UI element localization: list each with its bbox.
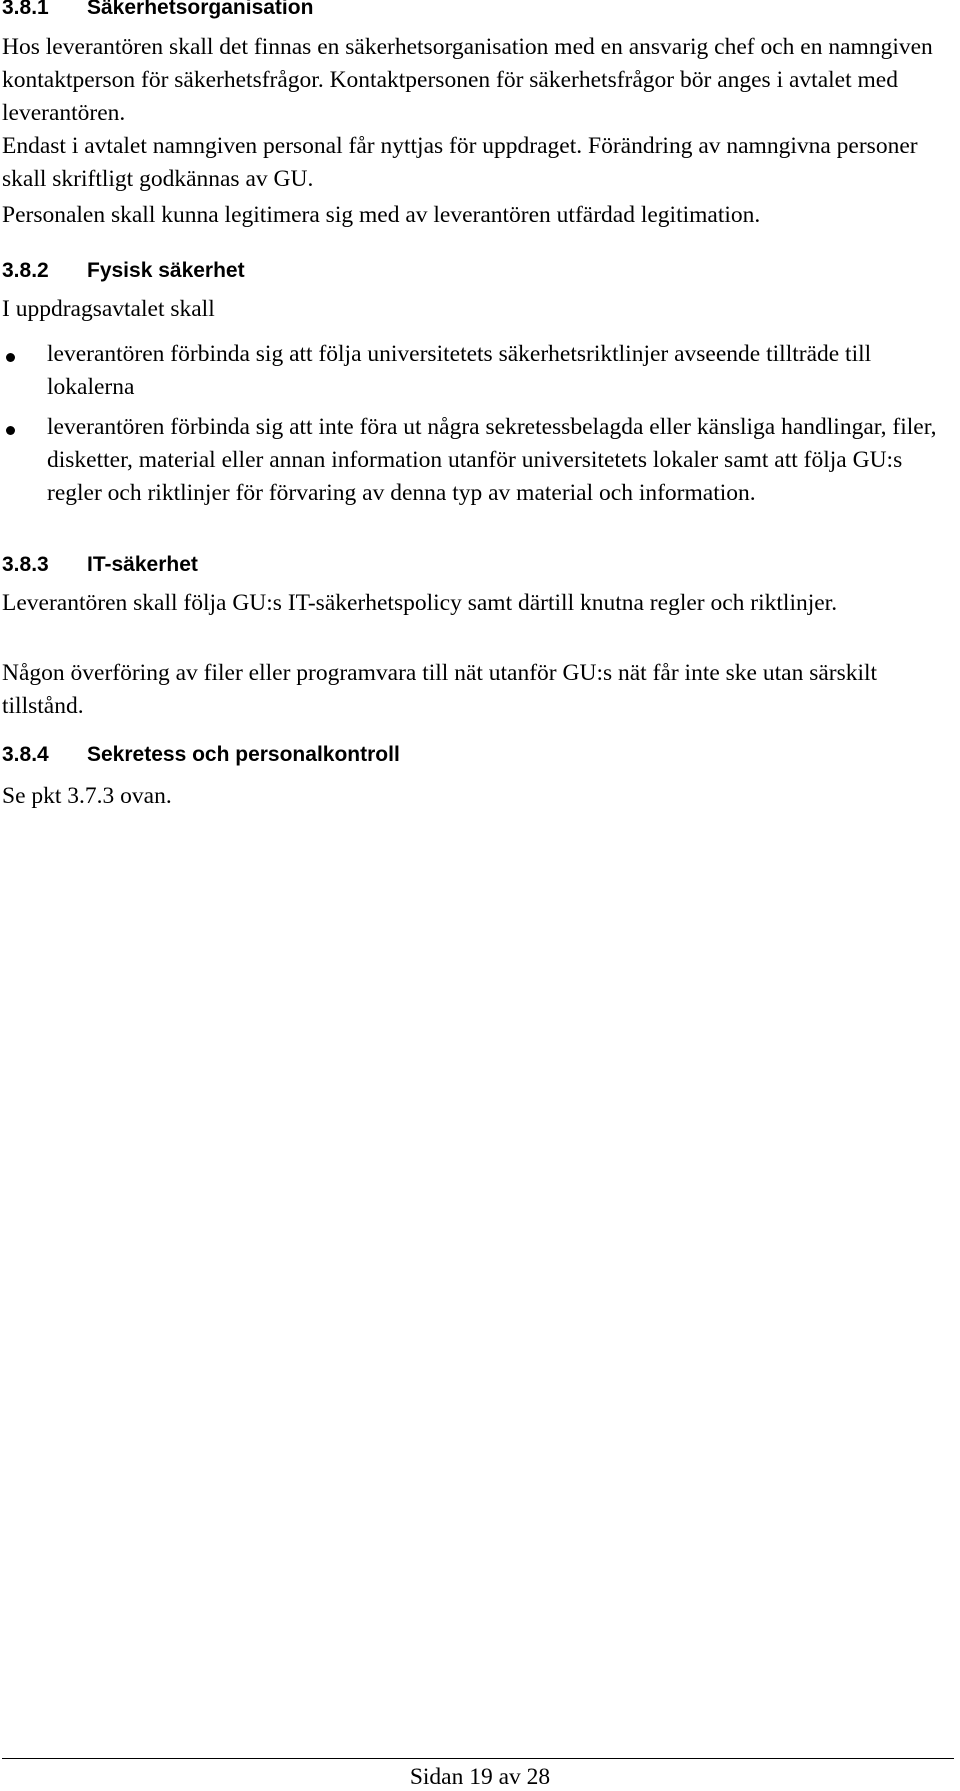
- paragraph: Hos leverantören skall det finnas en säkerhetsorganisation med en ansvarig chef och en namngiven kontaktperson för säkerhetsfrågor. Kontaktpersonen för säkerhetsfrågor bör anges i avtalet med leverantören.: [2, 34, 933, 126]
- section-number: 3.8.3: [2, 553, 49, 576]
- section-heading-3-8-1: [2, 0, 313, 20]
- list-item-text: leverantören förbinda sig att inte föra ut några sekretessbelagda eller känsliga handlingar, filer, disketter, material eller annan information utanför universitetets lokaler samt att följa GU:s regler och riktlinjer för förvaring av denna typ av material och information.: [47, 414, 937, 506]
- bullet-icon: [6, 353, 15, 362]
- list-item-text: leverantören förbinda sig att följa universitetets säkerhetsriktlinjer avseende tillträde till lokalerna: [47, 341, 872, 400]
- section-title: Sekretess och personalkontroll: [87, 743, 400, 766]
- paragraph-intro: I uppdragsavtalet skall: [2, 296, 215, 322]
- section-heading-3-8-2: [2, 259, 245, 283]
- section-heading-3-8-4: [2, 743, 400, 767]
- section-title: Fysisk säkerhet: [87, 259, 245, 282]
- paragraph: Personalen skall kunna legitimera sig med av leverantören utfärdad legitimation.: [2, 202, 761, 228]
- paragraph: Någon överföring av filer eller programvara till nät utanför GU:s nät får inte ske utan särskilt tillstånd.: [2, 660, 878, 719]
- paragraph: Leverantören skall följa GU:s IT-säkerhetspolicy samt därtill knutna regler och riktlinjer.: [2, 590, 838, 616]
- paragraph: Se pkt 3.7.3 ovan.: [2, 783, 172, 809]
- page-number: Sidan 19 av 28: [409, 1764, 551, 1790]
- section-number: 3.8.1: [2, 0, 49, 19]
- footer-divider: [2, 1758, 954, 1759]
- section-heading-3-8-3: [2, 553, 198, 577]
- paragraph: Endast i avtalet namngiven personal får nyttjas för uppdraget. Förändring av namngivna personer skall skriftligt godkännas av GU.: [2, 133, 918, 192]
- section-title: Säkerhetsorganisation: [87, 0, 314, 19]
- section-title: IT-säkerhet: [87, 553, 198, 576]
- section-number: 3.8.2: [2, 259, 49, 282]
- bullet-icon: [6, 426, 15, 435]
- section-number: 3.8.4: [2, 743, 49, 766]
